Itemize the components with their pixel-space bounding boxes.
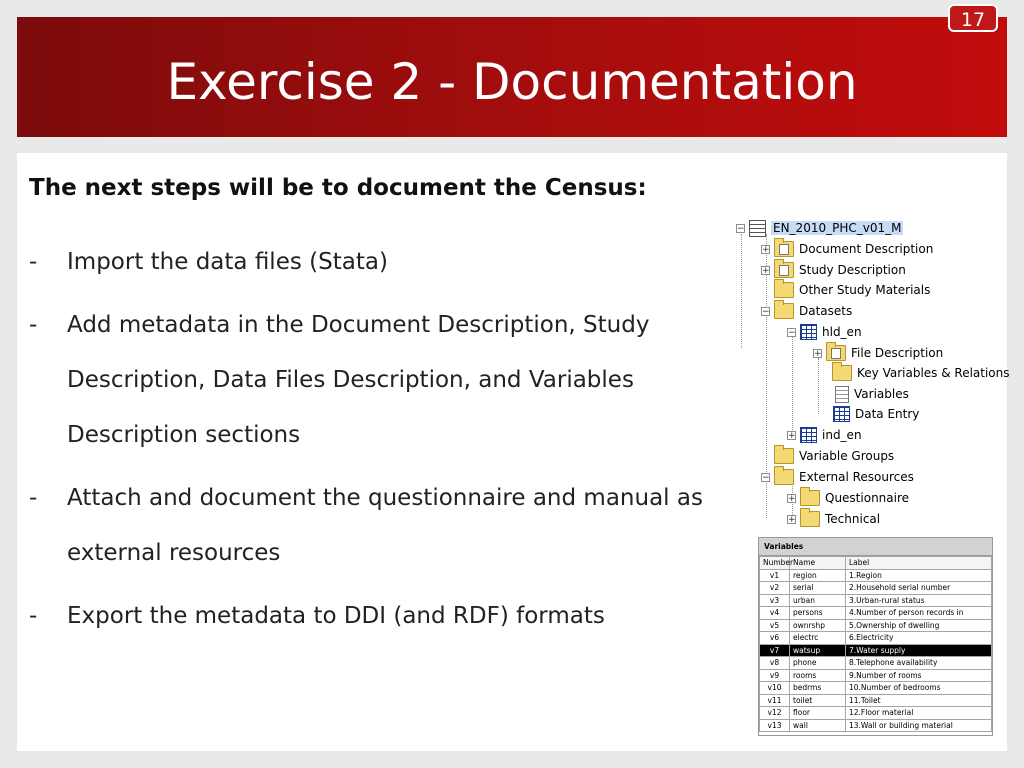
tree-item-variables[interactable]: [835, 384, 909, 404]
cell-number: v4: [760, 607, 790, 620]
cell-label: 5.Ownership of dwelling: [846, 619, 992, 632]
column-header[interactable]: Number: [760, 557, 790, 570]
cell-number: v1: [760, 569, 790, 582]
expand-icon[interactable]: +: [788, 430, 796, 441]
cell-number: v5: [760, 619, 790, 632]
folder-icon: [832, 365, 852, 381]
bullet-item: [29, 298, 749, 463]
tree-item-file-description[interactable]: [813, 343, 943, 363]
collapse-icon[interactable]: −: [762, 306, 770, 317]
folder-icon: [774, 469, 794, 485]
cell-label: 8.Telephone availability: [846, 657, 992, 670]
bullet-text: Import the data files (Stata): [67, 249, 388, 275]
tree-item-hld-en[interactable]: [787, 322, 862, 342]
slide-number-badge: 17: [948, 4, 998, 32]
cell-number: v9: [760, 669, 790, 682]
folder-icon: [800, 490, 820, 506]
cell-name: electrc: [790, 632, 846, 645]
project-icon: [749, 220, 766, 237]
title-bar: [17, 17, 1007, 137]
folder-icon: [774, 303, 794, 319]
tree-item-data-entry[interactable]: [833, 404, 919, 424]
cell-label: 6.Electricity: [846, 632, 992, 645]
tree-item-label: Variables: [854, 387, 909, 401]
cell-label: 13.Wall or building material: [846, 719, 992, 732]
folder-icon: [800, 511, 820, 527]
content-heading: The next steps will be to document the Census:: [29, 175, 647, 201]
bullet-text: Attach and document the questionnaire and manual as external resources: [67, 485, 703, 566]
cell-label: 1.Region: [846, 569, 992, 582]
column-header[interactable]: Label: [846, 557, 992, 570]
cell-name: bedrms: [790, 682, 846, 695]
cell-name: serial: [790, 582, 846, 595]
cell-name: urban: [790, 594, 846, 607]
variables-table: [759, 556, 992, 732]
collapse-icon[interactable]: −: [788, 327, 796, 338]
cell-name: region: [790, 569, 846, 582]
cell-label: 9.Number of rooms: [846, 669, 992, 682]
bullet-text: Add metadata in the Document Description, Study Description, Data Files Description, and Variables Description sections: [67, 312, 650, 448]
tree-item-label: Study Description: [799, 263, 906, 277]
tree-item-label: Variable Groups: [799, 449, 895, 463]
tree-item-ind-en[interactable]: [787, 425, 862, 445]
expand-icon[interactable]: +: [788, 514, 796, 525]
expand-icon[interactable]: +: [814, 348, 822, 359]
table-icon: [800, 324, 817, 340]
collapse-icon[interactable]: −: [762, 472, 770, 483]
column-header[interactable]: Name: [790, 557, 846, 570]
tree-item-other-study-materials[interactable]: [774, 280, 930, 300]
cell-name: rooms: [790, 669, 846, 682]
expand-icon[interactable]: +: [788, 493, 796, 504]
table-row[interactable]: [760, 607, 992, 620]
tree-item-study-description[interactable]: [761, 260, 906, 280]
expand-icon[interactable]: +: [762, 244, 770, 255]
bullet-dash: -: [29, 603, 38, 629]
collapse-icon[interactable]: −: [737, 223, 745, 234]
tree-root-label: EN_2010_PHC_v01_M: [773, 221, 902, 235]
table-row-selected[interactable]: [760, 644, 992, 657]
table-icon: [833, 406, 850, 422]
cell-label: 7.Water supply: [846, 644, 992, 657]
table-icon: [800, 427, 817, 443]
cell-label: 3.Urban-rural status: [846, 594, 992, 607]
bullet-item: [29, 471, 749, 581]
cell-name: ownrshp: [790, 619, 846, 632]
cell-number: v13: [760, 719, 790, 732]
cell-name: floor: [790, 707, 846, 720]
bullet-item: [29, 589, 749, 644]
table-row[interactable]: [760, 669, 992, 682]
table-row[interactable]: [760, 694, 992, 707]
table-row[interactable]: [760, 719, 992, 732]
folder-icon: [774, 448, 794, 464]
tree-item-label: ind_en: [822, 428, 862, 442]
table-row[interactable]: [760, 569, 992, 582]
cell-number: v6: [760, 632, 790, 645]
tree-item-variable-groups[interactable]: [774, 446, 894, 466]
cell-number: v7: [760, 644, 790, 657]
cell-name: watsup: [790, 644, 846, 657]
bullet-dash: -: [29, 312, 38, 338]
cell-number: v10: [760, 682, 790, 695]
tree-item-label: Datasets: [799, 304, 853, 318]
variables-grid: [758, 537, 993, 736]
tree-root[interactable]: [736, 218, 903, 238]
cell-label: 2.Household serial number: [846, 582, 992, 595]
table-row[interactable]: [760, 707, 992, 720]
cell-name: wall: [790, 719, 846, 732]
table-row[interactable]: [760, 632, 992, 645]
variables-grid-title: Variables: [759, 538, 992, 556]
tree-item-document-description[interactable]: [761, 239, 933, 259]
folder-doc-icon: [774, 262, 794, 278]
slide-title: Exercise 2 - Documentation: [166, 53, 858, 111]
tree-item-label: Other Study Materials: [799, 283, 931, 297]
cell-number: v11: [760, 694, 790, 707]
tree-item-datasets[interactable]: [761, 301, 852, 321]
bullet-dash: -: [29, 249, 38, 275]
tree-item-label: External Resources: [799, 470, 914, 484]
bullet-list: [29, 235, 749, 652]
cell-label: 11.Toilet: [846, 694, 992, 707]
table-row[interactable]: [760, 619, 992, 632]
tree-item-label: Document Description: [799, 242, 934, 256]
folder-icon: [774, 282, 794, 298]
cell-name: persons: [790, 607, 846, 620]
cell-label: 4.Number of person records in: [846, 607, 992, 620]
table-header-row: [760, 557, 992, 570]
cell-name: phone: [790, 657, 846, 670]
tree-item-label: hld_en: [822, 325, 862, 339]
tree-item-questionnaire[interactable]: [787, 488, 909, 508]
folder-doc-icon: [826, 345, 846, 361]
cell-label: 10.Number of bedrooms: [846, 682, 992, 695]
cell-number: v8: [760, 657, 790, 670]
tree-item-label: Key Variables & Relations: [857, 366, 1010, 380]
tree-item-external-resources[interactable]: [761, 467, 914, 487]
tree-item-label: File Description: [851, 346, 944, 360]
tree-item-label: Technical: [825, 512, 881, 526]
bullet-dash: -: [29, 485, 38, 511]
table-row[interactable]: [760, 682, 992, 695]
page-icon: [835, 386, 849, 403]
bullet-text: Export the metadata to DDI (and RDF) formats: [67, 603, 605, 629]
expand-icon[interactable]: +: [762, 265, 770, 276]
table-row[interactable]: [760, 657, 992, 670]
tree-item-label: Data Entry: [855, 407, 920, 421]
cell-number: v2: [760, 582, 790, 595]
tree-item-key-variables[interactable]: [832, 363, 1010, 383]
table-row[interactable]: [760, 582, 992, 595]
cell-number: v3: [760, 594, 790, 607]
bullet-item: [29, 235, 749, 290]
tree-item-technical[interactable]: [787, 509, 880, 529]
folder-doc-icon: [774, 241, 794, 257]
cell-name: toilet: [790, 694, 846, 707]
project-tree: [733, 216, 1010, 531]
table-row[interactable]: [760, 594, 992, 607]
cell-label: 12.Floor material: [846, 707, 992, 720]
tree-item-label: Questionnaire: [825, 491, 910, 505]
cell-number: v12: [760, 707, 790, 720]
